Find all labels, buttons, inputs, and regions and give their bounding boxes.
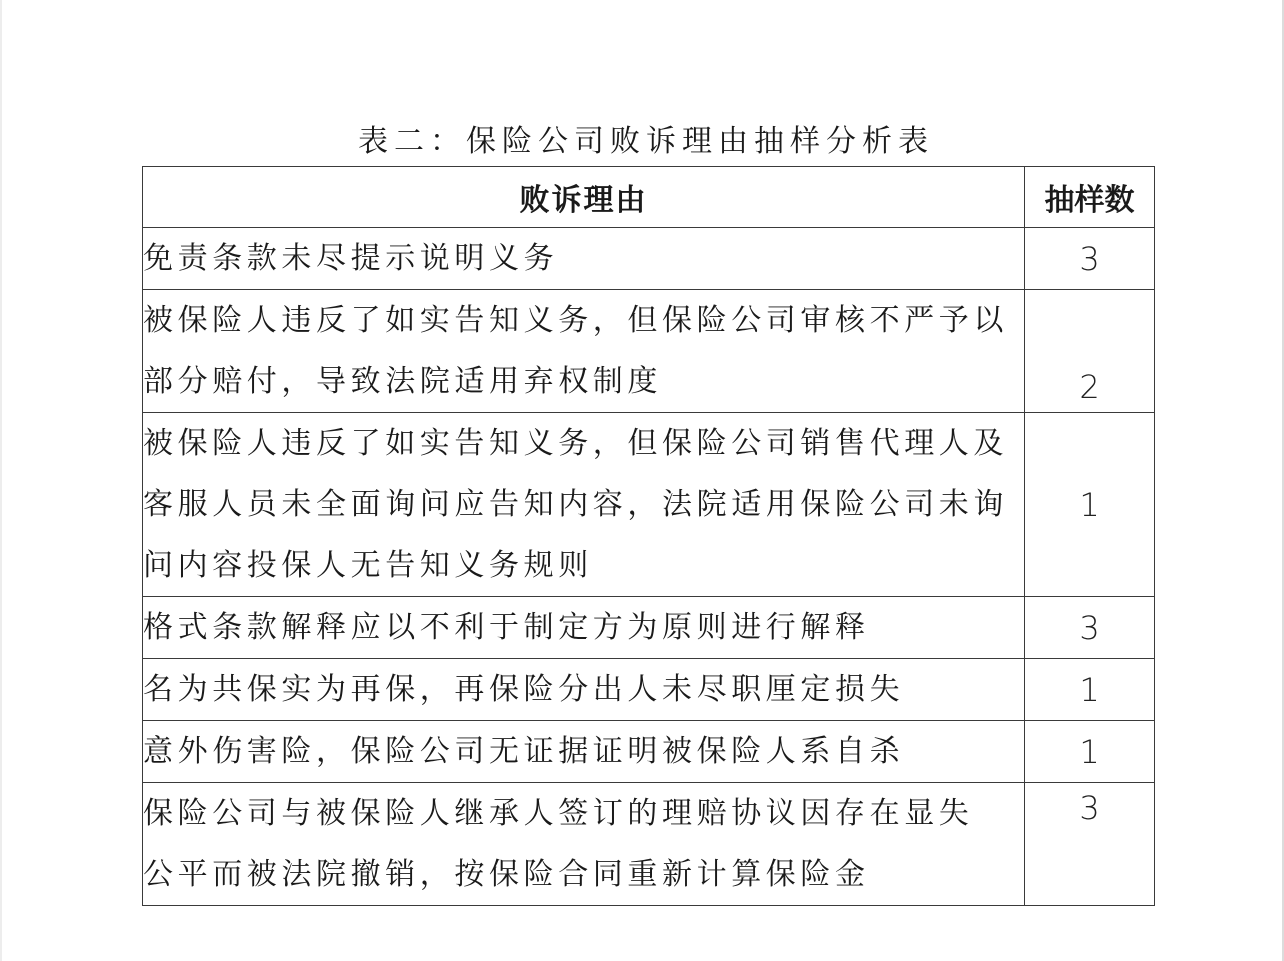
count-cell: 1 (1025, 659, 1155, 721)
count-cell: 2 (1025, 290, 1155, 413)
table-header-row (143, 167, 1155, 228)
table-row (143, 783, 1155, 906)
header-reason: 败诉理由 (143, 167, 1025, 228)
failure-reasons-table (142, 166, 1155, 906)
reason-cell: 保险公司与被保险人继承人签订的理赔协议因存在显失 公平而被法院撤销，按保险合同重新计算保险金 (143, 783, 1025, 906)
table-row (143, 659, 1155, 721)
count-cell: 1 (1025, 721, 1155, 783)
table-row (143, 290, 1155, 413)
table-row (143, 721, 1155, 783)
reason-cell: 格式条款解释应以不利于制定方为原则进行解释 (143, 597, 1025, 659)
table-row (143, 597, 1155, 659)
reason-cell: 被保险人违反了如实告知义务，但保险公司销售代理人及 客服人员未全面询问应告知内容，法院适用保险公司未询 问内容投保人无告知义务规则 (143, 413, 1025, 597)
table-row (143, 413, 1155, 597)
count-cell: 1 (1025, 413, 1155, 597)
count-cell: 3 (1025, 783, 1155, 906)
reason-cell: 免责条款未尽提示说明义务 (143, 228, 1025, 290)
table-caption: 表二：保险公司败诉理由抽样分析表 (358, 124, 934, 159)
reason-cell: 被保险人违反了如实告知义务，但保险公司审核不严予以 部分赔付，导致法院适用弃权制度 (143, 290, 1025, 413)
reason-cell: 名为共保实为再保，再保险分出人未尽职厘定损失 (143, 659, 1025, 721)
count-cell: 3 (1025, 228, 1155, 290)
reason-cell: 意外伤害险，保险公司无证据证明被保险人系自杀 (143, 721, 1025, 783)
header-count: 抽样数 (1025, 167, 1155, 228)
count-cell: 3 (1025, 597, 1155, 659)
table-row (143, 228, 1155, 290)
